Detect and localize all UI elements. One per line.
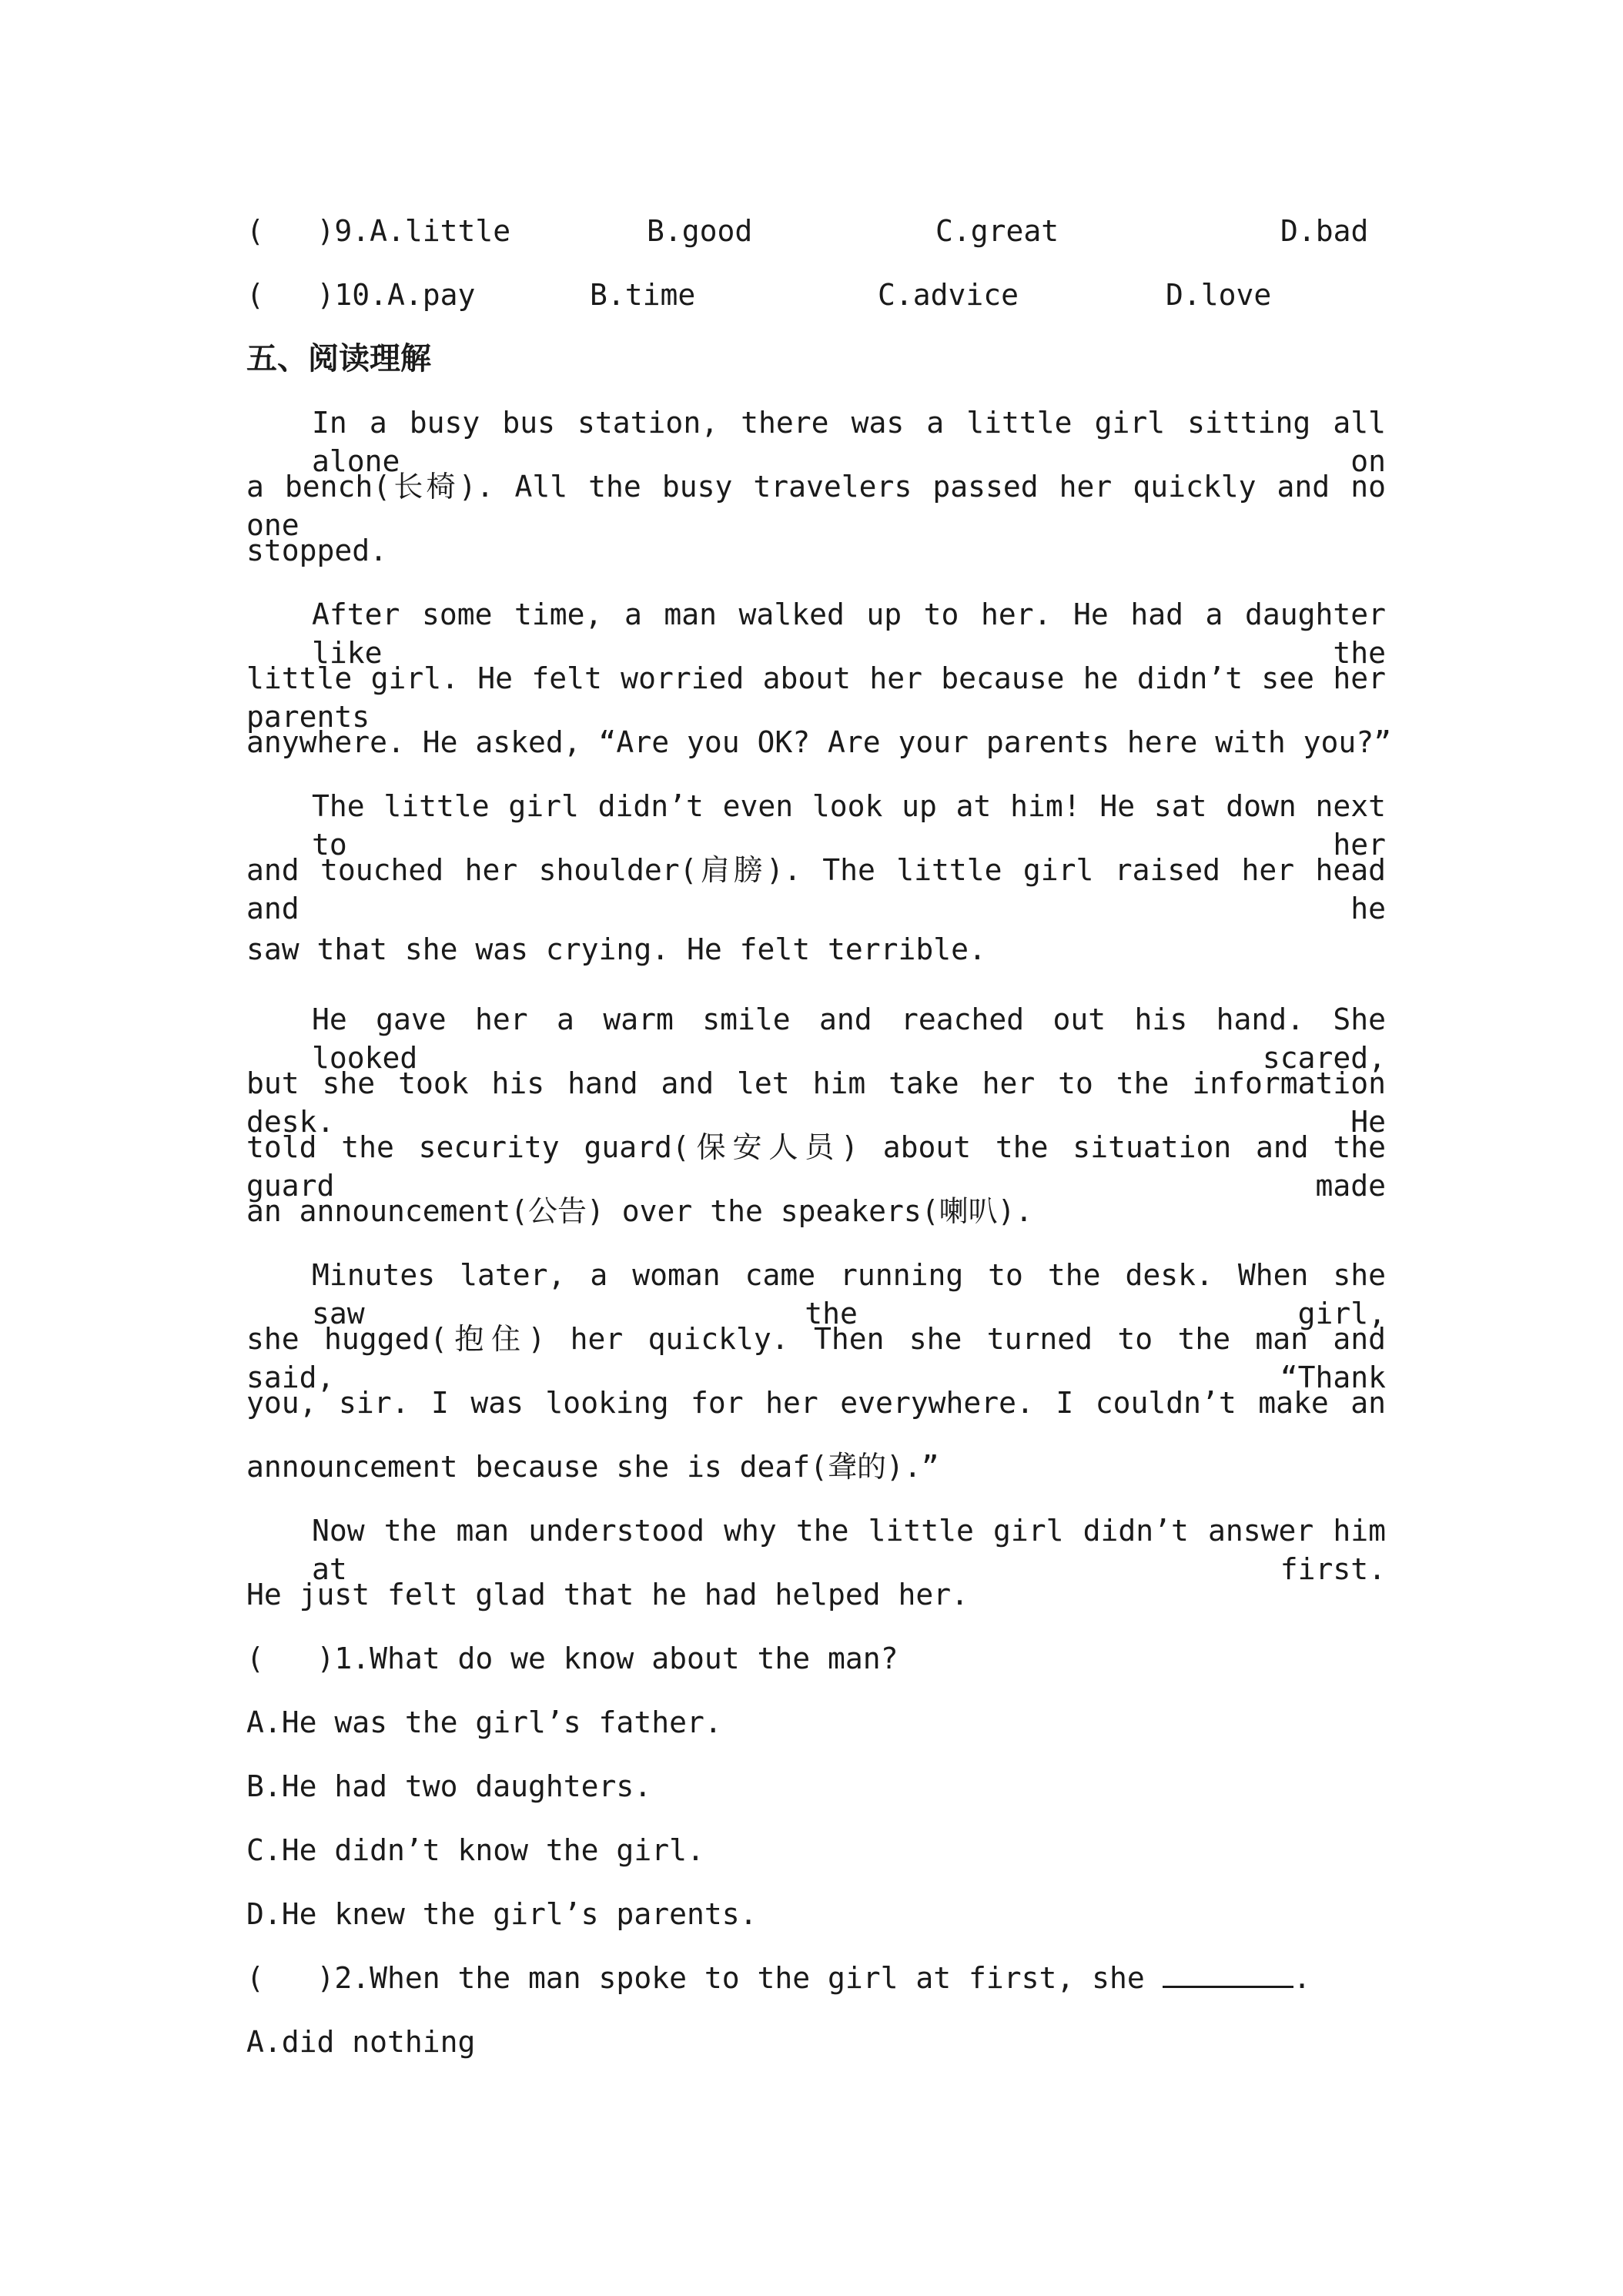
passage-line: but she took his hand and let him take her to the information desk. He (246, 1066, 1386, 1139)
passage-line: told the security guard(保安人员) about the situation and the guard made (246, 1130, 1386, 1203)
q9-option-d: D.bad (1280, 214, 1369, 248)
passage-line: little girl. He felt worried about her because he didn’t see her parents (246, 661, 1386, 734)
passage-line: saw that she was crying. He felt terrible. (246, 932, 986, 966)
q10-option-b: B.time (590, 278, 696, 312)
passage-line: The little girl didn’t even look up at him! He sat down next to her (312, 789, 1386, 862)
question-2-line (246, 1959, 1386, 1997)
question-1-option-a: A.He was the girl’s father. (246, 1705, 722, 1739)
question-1-option-c: C.He didn’t know the girl. (246, 1833, 704, 1867)
question-1-option-b: B.He had two daughters. (246, 1769, 652, 1803)
passage-line: announcement because she is deaf(聋的).” (246, 1450, 939, 1484)
question-1-stem: ( )1.What do we know about the man? (246, 1642, 899, 1675)
q9-option-c: C.great (935, 214, 1059, 248)
question-2-option-a: A.did nothing (246, 2025, 476, 2059)
passage-line: After some time, a man walked up to her. He had a daughter like the (312, 597, 1386, 670)
passage-line: and touched her shoulder(肩膀). The little girl raised her head and he (246, 853, 1386, 925)
passage-line: In a busy bus station, there was a little girl sitting all alone on (312, 406, 1386, 478)
section-heading: 五、阅读理解 (246, 341, 431, 377)
question-1-option-d: D.He knew the girl’s parents. (246, 1897, 758, 1931)
passage-line: He gave her a warm smile and reached out his hand. She looked scared, (312, 1002, 1386, 1075)
passage-line: stopped. (246, 534, 388, 567)
passage-line: an announcement(公告) over the speakers(喇叭). (246, 1194, 1033, 1228)
passage-line: anywhere. He asked, “Are you OK? Are your parents here with you?” (246, 725, 1392, 759)
question-2-stem: ( )2.When the man spoke to the girl at first, she (246, 1961, 1163, 1995)
q10-option-c: C.advice (878, 278, 1019, 312)
question-2-end: . (1293, 1961, 1311, 1995)
q10-stem: ( )10.A.pay (246, 278, 476, 312)
passage-line: He just felt glad that he had helped her. (246, 1578, 969, 1612)
q9-option-b: B.good (647, 214, 753, 248)
answer-blank (1163, 1960, 1293, 1988)
passage-line: Now the man understood why the little girl didn’t answer him at first. (312, 1514, 1386, 1586)
passage-line: Minutes later, a woman came running to the desk. When she saw the girl, (312, 1258, 1386, 1330)
q9-stem: ( )9.A.little (246, 214, 511, 248)
passage-line: she hugged(抱住) her quickly. Then she turned to the man and said, “Thank (246, 1322, 1386, 1394)
passage-line: a bench(长椅). All the busy travelers passed her quickly and no one (246, 470, 1386, 542)
q10-option-d: D.love (1166, 278, 1272, 312)
passage-line: you, sir. I was looking for her everywhere. I couldn’t make an (246, 1386, 1386, 1420)
